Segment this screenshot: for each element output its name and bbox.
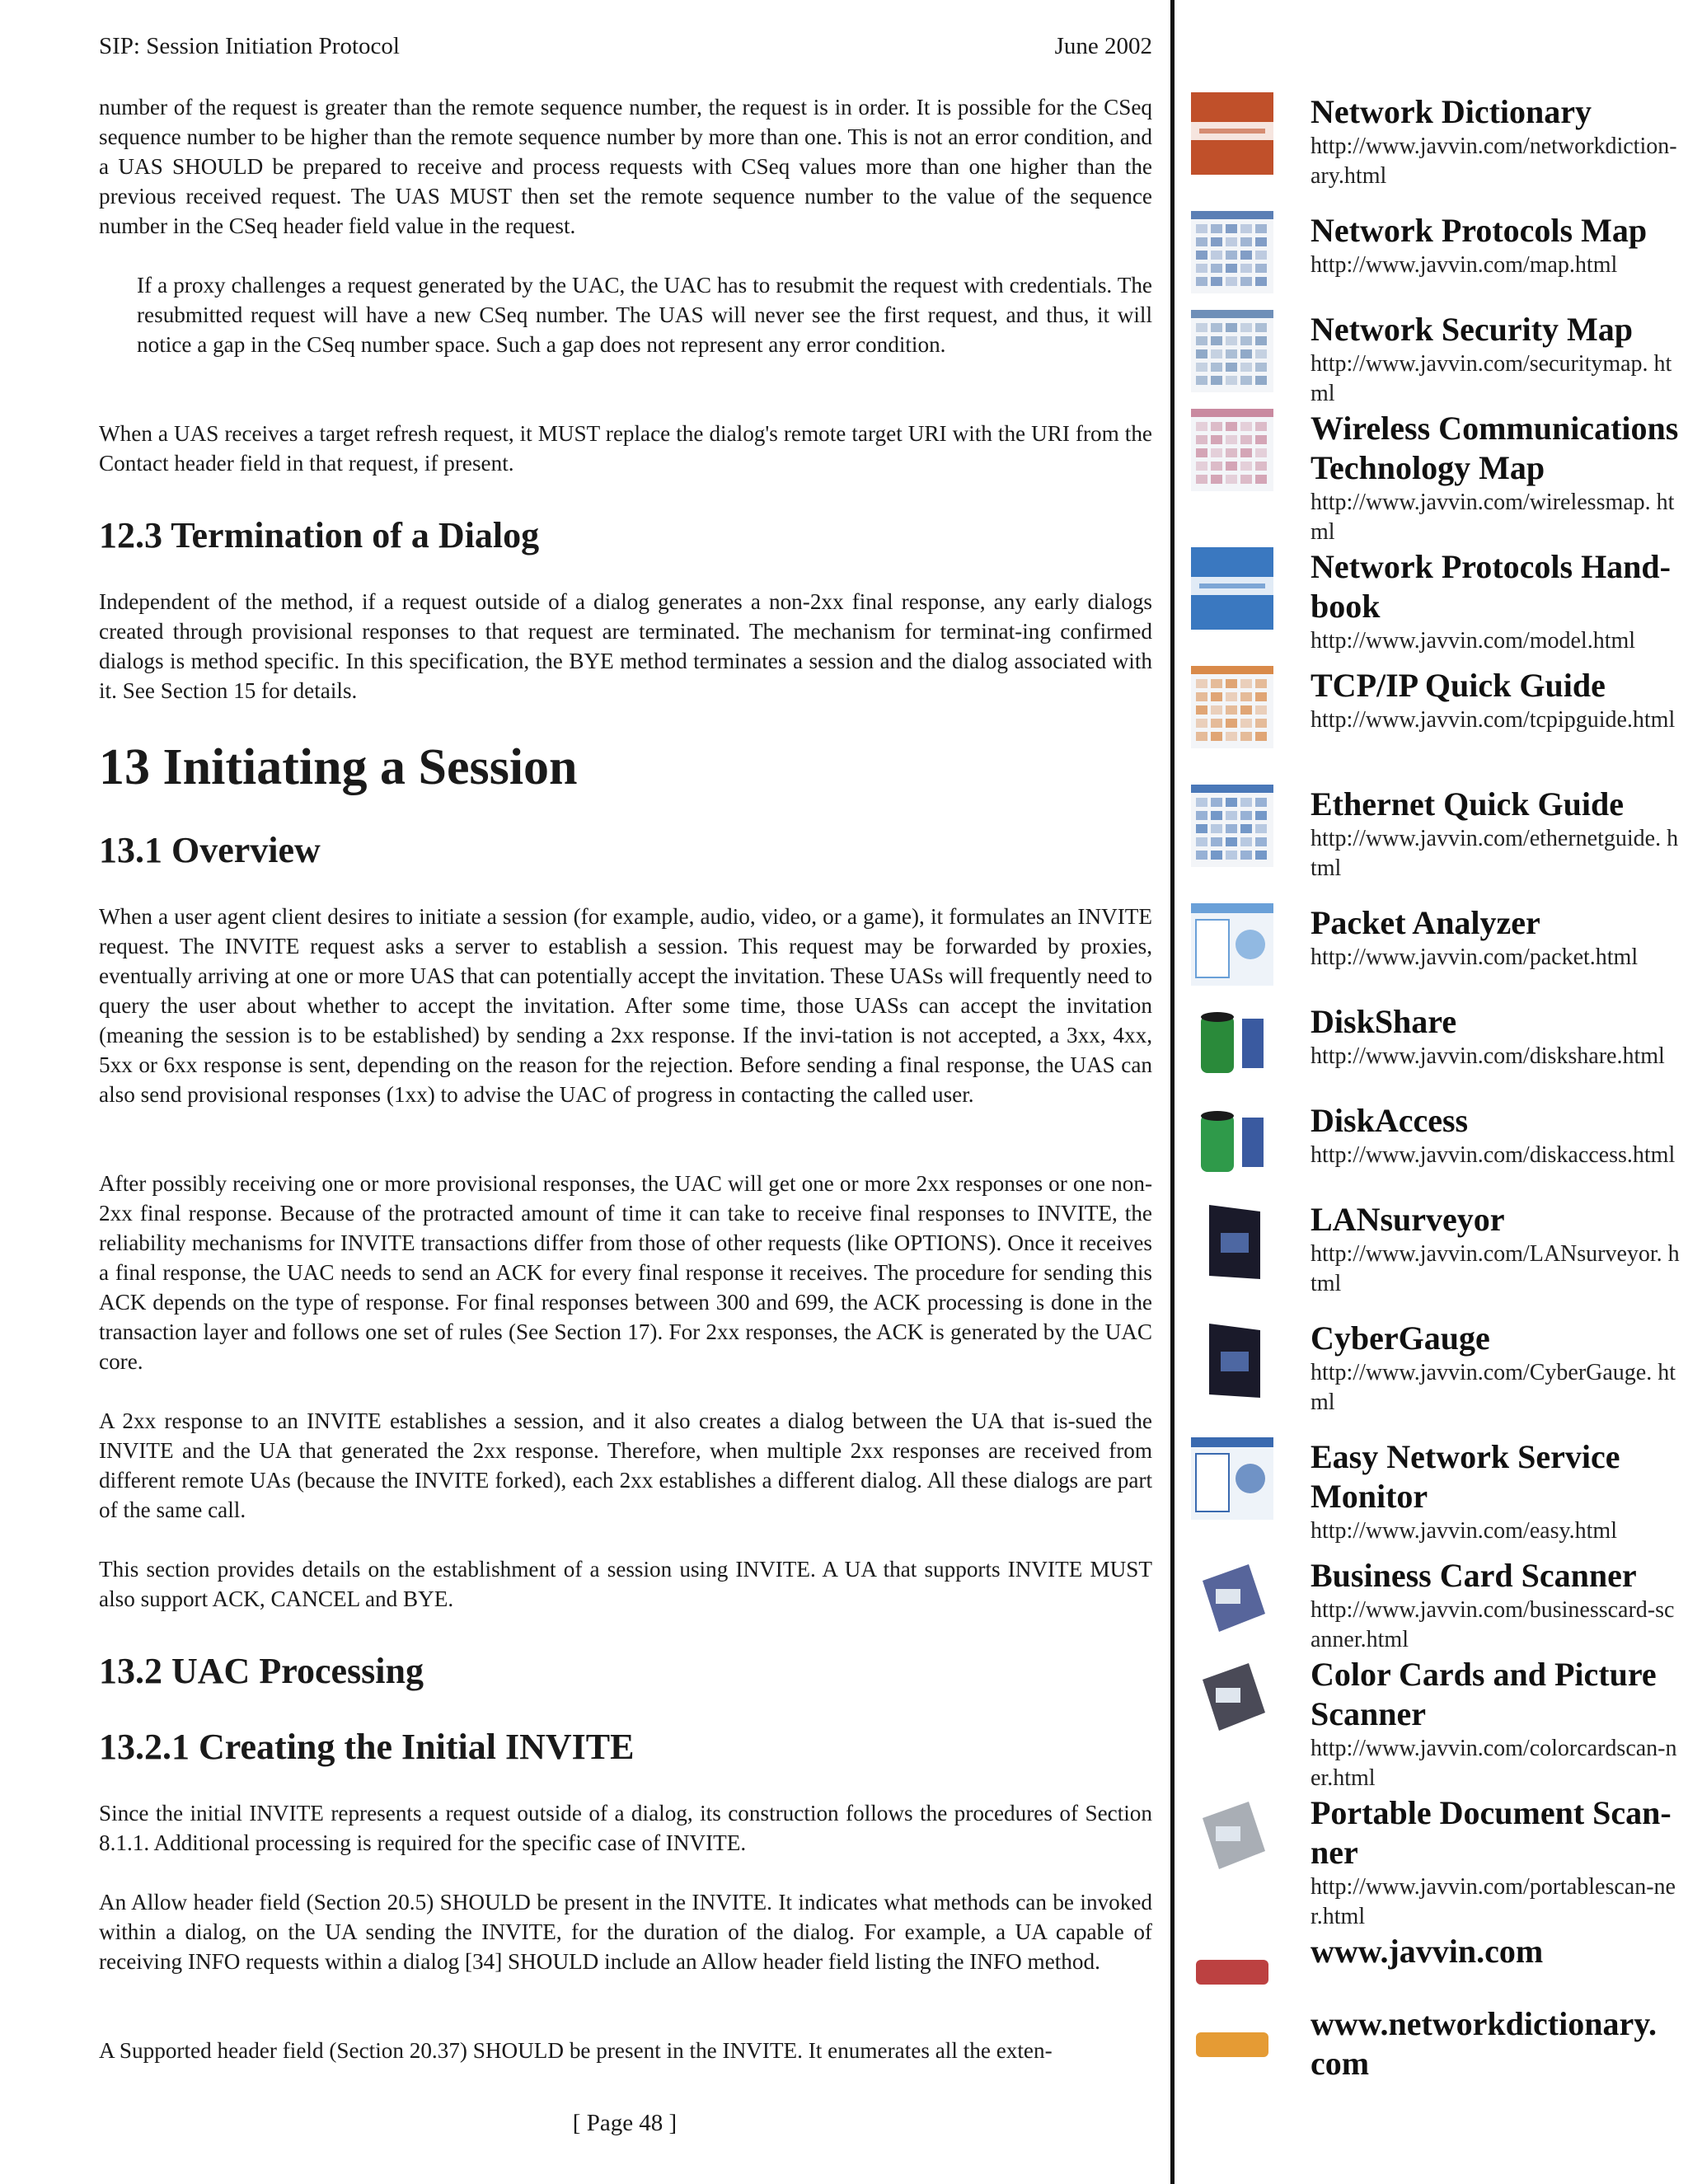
paragraph: A Supported header field (Section 20.37) SHOULD be present in the INVITE. It enumerates all the exten- bbox=[99, 2038, 1053, 2063]
sidebar-item-title[interactable]: Portable Document Scan-ner bbox=[1311, 1794, 1672, 1871]
sidebar-item-title[interactable]: DiskShare bbox=[1311, 1003, 1457, 1040]
portable-scanner-icon bbox=[1191, 1793, 1273, 1876]
scanner-icon bbox=[1191, 1655, 1273, 1737]
paragraph: number of the request is greater than the remote sequence number, the request is in order. It is possible for the CSeq sequence number to be higher than the remote sequence number by more than one. This is not an error condition, and a UAS SHOULD be prepared to receive and process requests with CSeq values more than one higher than the previous received request. The UAS MUST then set the remote sequence number to the value of the sequence number in the CSeq header field value in the request. bbox=[99, 95, 1152, 238]
sidebar-item-title[interactable]: Business Card Scanner bbox=[1311, 1557, 1637, 1594]
section-heading-13-1: 13.1 Overview bbox=[99, 830, 321, 870]
sidebar-item-url[interactable]: http://www.javvin.com/model.html bbox=[1311, 628, 1636, 654]
chapter-heading-13: 13 Initiating a Session bbox=[99, 739, 578, 795]
paragraph: Independent of the method, if a request outside of a dialog generates a non-2xx final response, any early dialogs created through provisional responses to that request are terminated. The mechanism for terminat-ing confirmed dialogs is method specific. In this specification, the BYE method terminates a session and the dialog associated with it. See Section 15 for details. bbox=[99, 589, 1152, 703]
sidebar-item-url[interactable]: http://www.javvin.com/businesscard-scanner.html bbox=[1311, 1597, 1675, 1652]
book-cover-icon bbox=[1191, 547, 1273, 630]
software-screen-icon bbox=[1191, 903, 1273, 986]
quick-guide-icon bbox=[1191, 785, 1273, 867]
software-box-icon bbox=[1191, 1200, 1273, 1282]
sidebar-item-url[interactable]: http://www.javvin.com/networkdiction-ary.html bbox=[1311, 134, 1677, 189]
sidebar-item-url[interactable]: http://www.javvin.com/wirelessmap. html bbox=[1311, 490, 1675, 545]
ad-sidebar bbox=[1175, 0, 1688, 2184]
sidebar-item-title[interactable]: DiskAccess bbox=[1311, 1102, 1469, 1139]
paragraph: A 2xx response to an INVITE establishes a session, and it also creates a dialog between the UA that is-sued the INVITE and the UA that generated the 2xx response. Therefore, when multiple 2xx responses are received from different remote UAs (because the INVITE forked), each 2xx establishes a different dialog. All these dialogs are part of the same call. bbox=[99, 1408, 1152, 1522]
sidebar-item-url[interactable]: http://www.javvin.com/diskaccess.html bbox=[1311, 1142, 1676, 1168]
network-dictionary-logo-icon bbox=[1191, 2004, 1273, 2087]
poster-map-icon bbox=[1191, 211, 1273, 293]
quick-guide-icon bbox=[1191, 666, 1273, 748]
sidebar-item-url[interactable]: http://www.javvin.com/packet.html bbox=[1311, 944, 1639, 970]
sidebar-item-title[interactable]: Network Dictionary bbox=[1311, 93, 1592, 130]
paragraph: When a UAS receives a target refresh request, it MUST replace the dialog's remote target URI with the URI from the Contact header field in that request, if present. bbox=[99, 421, 1152, 476]
sidebar-item-url[interactable]: http://www.javvin.com/colorcardscan-ner.html bbox=[1311, 1736, 1677, 1791]
software-screen-icon bbox=[1191, 1437, 1273, 1520]
sidebar-item-title[interactable]: Wireless Communications Technology Map bbox=[1311, 410, 1679, 486]
sidebar-item-url[interactable]: http://www.javvin.com/LANsurveyor. html bbox=[1311, 1241, 1680, 1296]
sidebar-item-title[interactable]: Network Security Map bbox=[1311, 311, 1634, 348]
sidebar-item-title[interactable]: www.javvin.com bbox=[1311, 1933, 1544, 1970]
sidebar-item-url[interactable]: http://www.javvin.com/CyberGauge. html bbox=[1311, 1360, 1676, 1415]
section-heading-13-2: 13.2 UAC Processing bbox=[99, 1651, 424, 1691]
section-heading-13-2-1: 13.2.1 Creating the Initial INVITE bbox=[99, 1727, 635, 1767]
sidebar-item-title[interactable]: TCP/IP Quick Guide bbox=[1311, 667, 1606, 704]
poster-map-icon bbox=[1191, 409, 1273, 491]
software-box-icon bbox=[1191, 1319, 1273, 1401]
scanner-icon bbox=[1191, 1556, 1273, 1638]
sidebar-item-title[interactable]: Packet Analyzer bbox=[1311, 904, 1540, 941]
sidebar-item-title[interactable]: Network Protocols Map bbox=[1311, 212, 1648, 249]
sidebar-item-url[interactable]: http://www.javvin.com/diskshare.html bbox=[1311, 1043, 1665, 1069]
sidebar-item-url[interactable]: http://www.javvin.com/ethernetguide. html bbox=[1311, 826, 1679, 881]
sidebar-item-url[interactable]: http://www.javvin.com/map.html bbox=[1311, 252, 1618, 278]
poster-map-icon bbox=[1191, 310, 1273, 392]
disk-share-icon bbox=[1191, 1002, 1273, 1085]
paragraph: An Allow header field (Section 20.5) SHOULD be present in the INVITE. It indicates what methods can be invoked within a dialog, on the UA sending the INVITE, for the duration of the dialog. For example, a UA capable of receiving INFO requests within a dialog [34] SHOULD include an Allow header field listing the INFO method. bbox=[99, 1890, 1152, 1974]
sidebar-item-title[interactable]: www.networkdictionary. com bbox=[1311, 2005, 1657, 2082]
running-header-title: SIP: Session Initiation Protocol bbox=[99, 33, 400, 59]
sidebar-item-url[interactable]: http://www.javvin.com/easy.html bbox=[1311, 1518, 1617, 1544]
sidebar-item-title[interactable]: Ethernet Quick Guide bbox=[1311, 785, 1625, 823]
sidebar-item-title[interactable]: LANsurveyor bbox=[1311, 1201, 1505, 1238]
sidebar-item-title[interactable]: Network Protocols Hand-book bbox=[1311, 548, 1671, 625]
sidebar-item-url[interactable]: http://www.javvin.com/securitymap. html bbox=[1311, 351, 1672, 406]
running-header-date: June 2002 bbox=[1054, 33, 1152, 59]
sidebar-item-url[interactable]: http://www.javvin.com/tcpipguide.html bbox=[1311, 707, 1676, 733]
paragraph: Since the initial INVITE represents a request outside of a dialog, its construction follows the procedures of Section 8.1.1. Additional processing is required for the specific case of INVITE. bbox=[99, 1801, 1152, 1855]
sidebar-item-url[interactable]: http://www.javvin.com/portablescan-ner.html bbox=[1311, 1874, 1676, 1929]
paragraph: When a user agent client desires to initiate a session (for example, audio, video, or a game), it formulates an INVITE request. The INVITE request asks a server to establish a session. This request may be forwarded by proxies, eventually arriving at one or more UAS that can potentially accept the invitation. These UASs will frequently need to query the user about whether to accept the invitation. After some time, those UASs can accept the invitation (meaning the session is to be established) by sending a 2xx response. If the invi-tation is not accepted, a 3xx, 4xx, 5xx or 6xx response is sent, depending on the reason for the rejection. Before sending a final response, the UAS can also send provisional responses (1xx) to advise the UAC of progress in contacting the called user. bbox=[99, 904, 1152, 1107]
paragraph: This section provides details on the establishment of a session using INVITE. A UA that supports INVITE MUST also support ACK, CANCEL and BYE. bbox=[99, 1557, 1152, 1611]
section-heading-12-3: 12.3 Termination of a Dialog bbox=[99, 515, 540, 555]
note-paragraph: If a proxy challenges a request generated by the UAC, the UAC has to resubmit the request with credentials. The resubmitted request will have a new CSeq number. The UAS will never see the first request, and thus, it will notice a gap in the CSeq number space. Such a gap does not represent any error condition. bbox=[137, 273, 1152, 357]
sidebar-item-title[interactable]: Color Cards and Picture Scanner bbox=[1311, 1656, 1657, 1732]
paragraph: After possibly receiving one or more provisional responses, the UAC will get one or more 2xx responses or one non-2xx final response. Because of the protracted amount of time it can take to receive final responses to INVITE, the reliability mechanisms for INVITE transactions differ from those of other requests (like OPTIONS). Once it receives a final response, the UAC needs to send an ACK for every final response it receives. The procedure for sending this ACK depends on the type of response. For final responses between 300 and 699, the ACK processing is done in the transaction layer and follows one set of rules (See Section 17). For 2xx responses, the ACK is generated by the UAC core. bbox=[99, 1171, 1152, 1374]
page-number: [ Page 48 ] bbox=[572, 2110, 678, 2136]
sidebar-item-title[interactable]: CyberGauge bbox=[1311, 1319, 1490, 1357]
book-cover-icon bbox=[1191, 92, 1273, 175]
javvin-logo-icon bbox=[1191, 1932, 1273, 2014]
disk-access-icon bbox=[1191, 1101, 1273, 1183]
sidebar-item-title[interactable]: Easy Network Service Monitor bbox=[1311, 1438, 1620, 1515]
